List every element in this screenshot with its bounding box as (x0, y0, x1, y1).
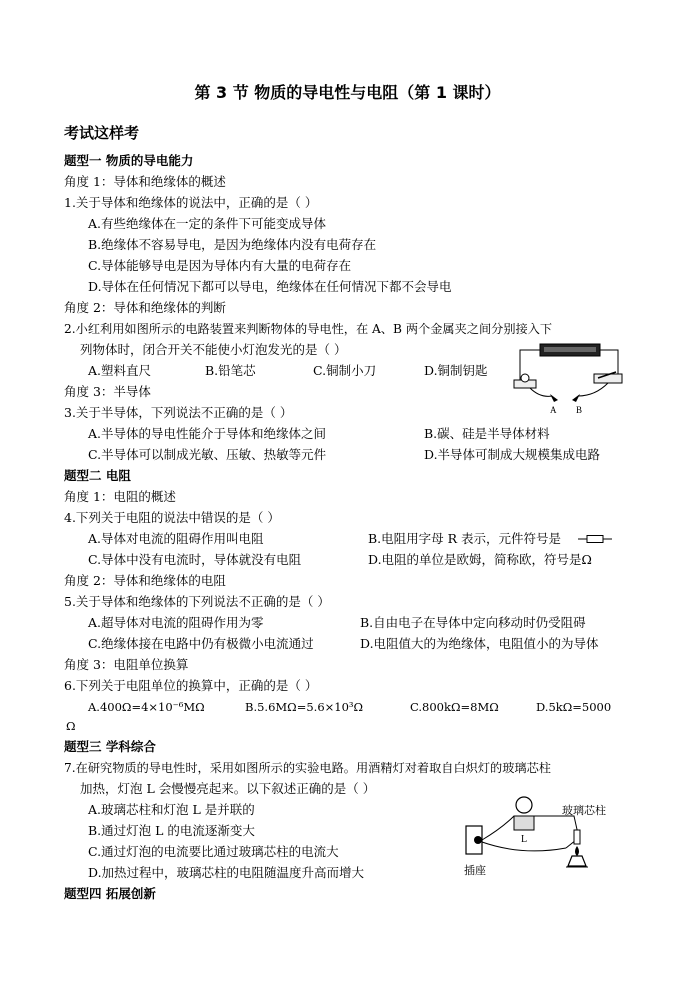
question-2-line2: 列物体时，闭合开关不能使小灯泡发光的是（ ） (80, 342, 347, 357)
q3-option-c: C.半导体可以制成光敏、压敏、热敏等元件 (88, 447, 327, 462)
battery-cells (544, 347, 596, 352)
angle-2-1: 角度 1：电阻的概述 (64, 489, 176, 504)
q2-option-d: D.铜制钥匙 (424, 363, 488, 378)
page-title: 第 3 节 物质的导电性与电阻（第 1 课时） (194, 83, 501, 102)
q1-option-d: D.导体在任何情况下都可以导电，绝缘体在任何情况下都不会导电 (88, 279, 452, 294)
clip-b-label: B (576, 405, 583, 415)
angle-2-2: 角度 2：导体和绝缘体的电阻 (64, 573, 226, 588)
q3-option-b: B.碳、硅是半导体材料 (424, 426, 550, 441)
q7-option-d: D.加热过程中，玻璃芯柱的电阻随温度升高而增大 (88, 865, 365, 880)
q4-option-c: C.导体中没有电流时，导体就没有电阻 (88, 552, 302, 567)
category-1: 题型一 物质的导电能力 (64, 153, 194, 168)
alcohol-lamp-icon (568, 856, 586, 866)
q5-option-b: B.自由电子在导体中定向移动时仍受阻碍 (360, 615, 586, 630)
q5-option-a: A.超导体对电流的阻碍作用为零 (88, 615, 264, 630)
wire-right (600, 350, 618, 374)
q4-option-b: B.电阻用字母 R 表示，元件符号是 (368, 531, 562, 546)
q6-option-c: C.800kΩ=8MΩ (410, 700, 499, 714)
flame-icon (575, 846, 579, 856)
q7-option-a: A.玻璃芯柱和灯泡 L 是并联的 (88, 802, 255, 817)
category-2: 题型二 电阻 (64, 468, 131, 483)
glass-core-label: 玻璃芯柱 (562, 804, 606, 817)
q3-option-d: D.半导体可制成大规模集成电路 (424, 447, 601, 462)
angle-1-2: 角度 2：导体和绝缘体的判断 (64, 300, 226, 315)
lamp-bulb-icon (516, 797, 532, 813)
question-3: 3.关于半导体，下列说法不正确的是（ ） (64, 405, 293, 420)
angle-2-3: 角度 3：电阻单位换算 (64, 657, 189, 672)
clip-b (572, 394, 580, 402)
question-7-line2: 加热，灯泡 L 会慢慢亮起来。以下叙述正确的是（ ） (80, 781, 376, 796)
socket-label: 插座 (464, 864, 486, 877)
q3-option-a: A.半导体的导电性能介于导体和绝缘体之间 (88, 426, 327, 441)
resistor-symbol-icon (578, 534, 612, 544)
question-7: 7.在研究物质的导电性时，采用如图所示的实验电路。用酒精灯对着取自白炽灯的玻璃芯柱 (64, 761, 551, 775)
q5-option-c: C.绝缘体接在电路中仍有极微小电流通过 (88, 636, 314, 651)
q6-option-d-unit: Ω (66, 719, 76, 733)
q7-option-b: B.通过灯泡 L 的电流逐渐变大 (88, 823, 255, 838)
q1-option-a: A.有些绝缘体在一定的条件下可能变成导体 (88, 216, 327, 231)
question-6: 6.下列关于电阻单位的换算中，正确的是（ ） (64, 678, 318, 693)
q2-option-b: B.铅笔芯 (205, 363, 256, 378)
q6-option-b: B.5.6MΩ=5.6×10³Ω (245, 700, 364, 714)
wire-to-a (530, 388, 552, 396)
section-title: 考试这样考 (64, 124, 140, 142)
q6-option-a: A.400Ω=4×10⁻⁶MΩ (88, 700, 205, 714)
q2-option-a: A.塑料直尺 (88, 363, 152, 378)
lamp-label: L (521, 834, 528, 845)
angle-1-1: 角度 1：导体和绝缘体的概述 (64, 174, 226, 189)
q4-option-a: A.导体对电流的阻碍作用叫电阻 (88, 531, 264, 546)
q1-option-b: B.绝缘体不容易导电，是因为绝缘体内没有电荷存在 (88, 237, 377, 252)
lamp-base (514, 816, 534, 830)
question-1: 1.关于导体和绝缘体的说法中，正确的是（ ） (64, 195, 318, 210)
q6-option-d: D.5kΩ=5000 (536, 700, 612, 714)
question-4: 4.下列关于电阻的说法中错误的是（ ） (64, 510, 280, 525)
circuit-figure-q2 (510, 340, 625, 416)
category-4: 题型四 拓展创新 (64, 886, 156, 901)
question-5: 5.关于导体和绝缘体的下列说法不正确的是（ ） (64, 594, 330, 609)
q2-option-c: C.铜制小刀 (313, 363, 377, 378)
glass-core (574, 830, 580, 844)
q4-option-d: D.电阻的单位是欧姆，简称欧，符号是Ω (368, 552, 592, 567)
wire-to-b (578, 383, 608, 396)
angle-1-3: 角度 3：半导体 (64, 384, 151, 399)
q7-option-c: C.通过灯泡的电流要比通过玻璃芯柱的电流大 (88, 844, 339, 859)
clip-a (550, 394, 558, 402)
q1-option-c: C.导体能够导电是因为导体内有大量的电荷存在 (88, 258, 352, 273)
q5-option-d: D.电阻值大的为绝缘体，电阻值小的为导体 (360, 636, 599, 651)
plug (474, 836, 482, 844)
category-3: 题型三 学科综合 (64, 739, 156, 754)
question-2: 2.小红利用如图所示的电路装置来判断物体的导电性，在 A、B 两个金属夹之间分别接入下 (64, 322, 553, 336)
clip-a-label: A (550, 405, 557, 415)
bulb (521, 374, 529, 382)
